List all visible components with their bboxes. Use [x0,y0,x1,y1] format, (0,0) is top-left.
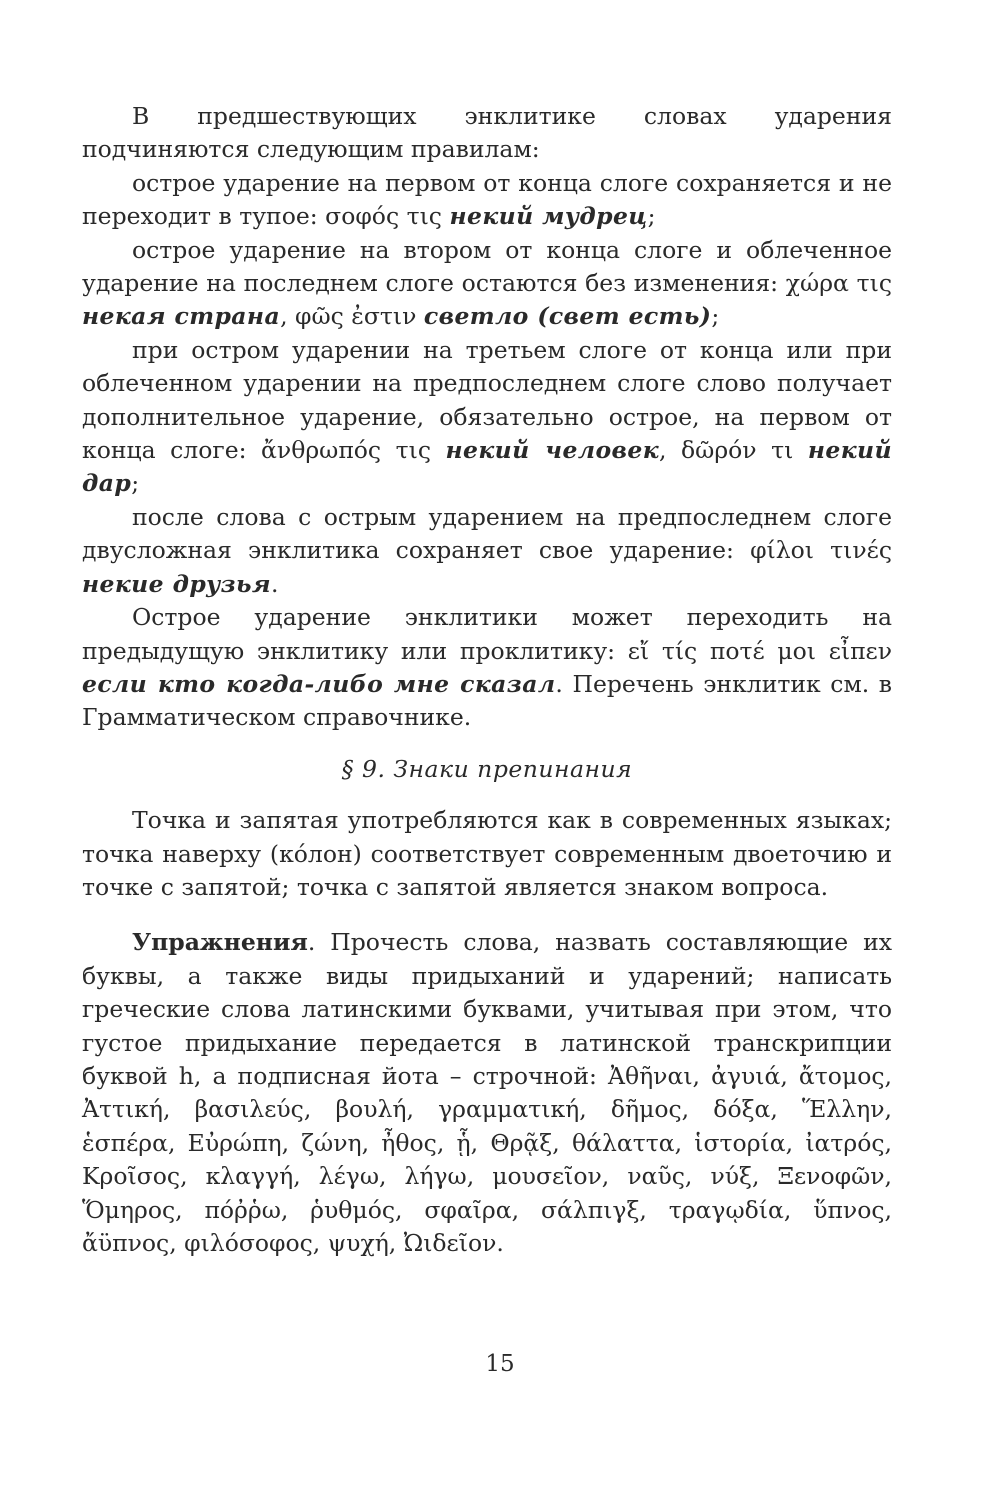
section-heading: § 9. Знаки препинания [341,754,633,783]
rule-2-translation-2: светло (свет есть) [423,302,712,331]
rule-1-end: ; [647,202,656,231]
paragraph-exercises [82,926,892,1260]
rule-1-translation: некий мудрец [449,202,648,231]
paragraph-punctuation: Точка и запятая употребляются как в современных языках; точка наверху (кóлон) соответствует современным двоеточию и точке с запятой; точка с запятой является знаком вопроса. [82,806,892,901]
exercise-label: Упражнения [132,928,308,957]
rule-2-end: ; [711,302,720,331]
rule-2-text: острое ударение на втором от конца слоге и облеченное ударение на последнем слоге остаются без изменения: χώρα τις [82,235,892,298]
rule-2-greek-2: , φῶς ἐστιν [280,302,424,331]
rule-2-translation-1: некая страна [82,302,281,331]
transfer-translation: если кто когда-либо мне сказал [82,669,556,698]
paragraph-enclitic-transfer [82,601,892,735]
rule-4-end: . [271,569,279,598]
page-body [82,100,892,1260]
transfer-end: . Перечень энклитик см. в Грамматическом справочнике. [82,669,892,732]
paragraph-rule-1 [82,167,892,234]
rule-4-text: после слова с острым ударением на предпоследнем слоге двусложная энклитика сохраняет свое ударение: φίλοι τινές [82,502,892,565]
rule-3-translation-2: некий дар [82,436,893,498]
rule-3-translation-1: некий человек [445,436,660,465]
page-number: 15 [485,1351,515,1377]
exercise-text: . Прочесть слова, назвать составляющие их буквы, а также виды придыханий и ударений; написать греческие слова латинскими буквами, учитывая при этом, что густое придыхание передается в латинской транскрипции буквой h, а подписная йота – строчной: Ἀθῆναι, ἀγυιά, ἄτομος, Ἀττική, βασιλεύς, βουλή, γραμματική, δῆμος, δόξα, Ἕλλην, ἑσπέρα, Εὐρώπη, ζώνη, ἦθος, ᾗ, Θρᾷξ, θάλαττα, ἱστορία, ἰατρός, Κροῖσος, κλαγγή, λέγω, λήγω, μουσεῖον, ναῦς, νύξ, Ξενοφῶν, Ὅμηρος, πόῤῥω, ῥυθμός, σφαῖρα, σάλπιγξ, τραγῳδία, ὕπνος, ἄϋπνος, φιλόσοφος, ψυχή, Ὠιδεῖον. [82,928,892,1257]
rule-1-text: острое ударение на первом от конца слоге сохраняется и не переходит в тупое: σοφός τις [82,168,892,231]
paragraph-rule-3 [82,334,892,501]
rule-3-end: ; [131,469,140,498]
paragraph-rule-2 [82,234,892,334]
paragraph-intro: В предшествующих энклитике словах ударения подчиняются следующим правилам: [82,102,892,164]
transfer-text: Острое ударение энклитики может переходить на предыдущую энклитику или проклитику: εἴ τίς ποτέ μοι εἶπεν [82,603,892,665]
rule-3-greek-2: , δῶρόν τι [659,436,808,465]
rule-4-translation: некие друзья [82,569,272,598]
rule-3-text: при остром ударении на третьем слоге от конца или при облеченном ударении на предпоследнем слоге слово получает дополнительное ударение, обязательно острое, на первом от конца слоге: ἄνθρωπός τις [82,335,892,465]
paragraph-rule-4 [82,501,892,601]
